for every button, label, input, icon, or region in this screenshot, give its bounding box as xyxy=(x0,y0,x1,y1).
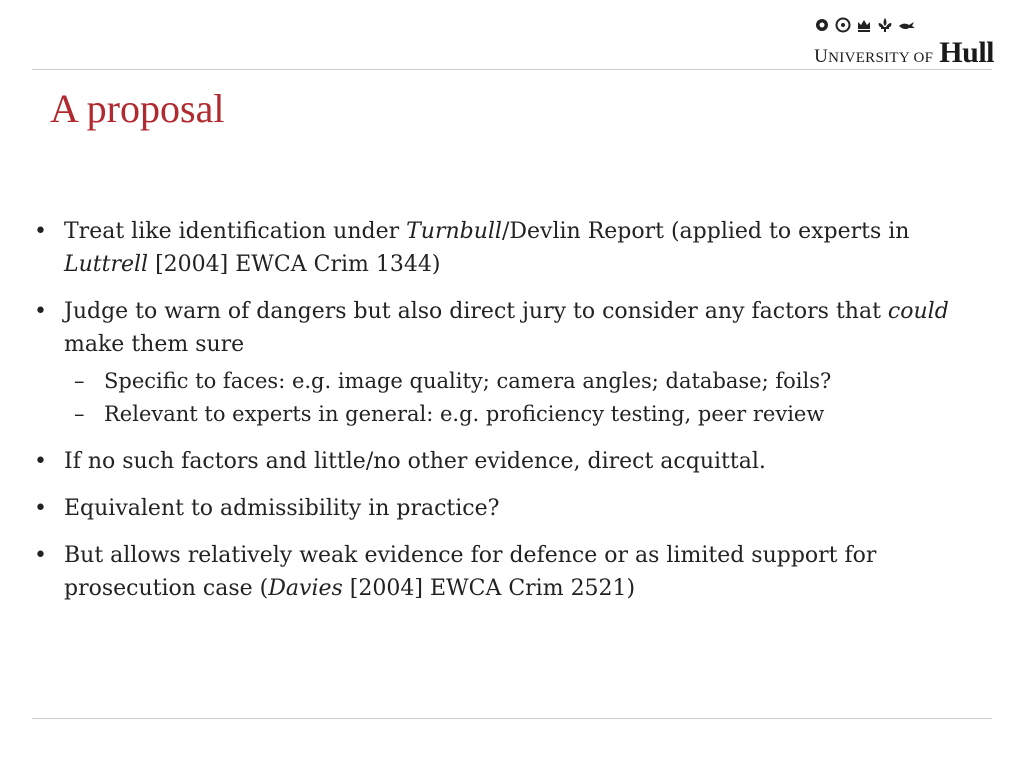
bullet-text: Equivalent to admissibility in practice? xyxy=(64,496,500,521)
bullet-item xyxy=(32,539,992,605)
sub-bullet-list xyxy=(32,365,992,431)
bullet-text: But allows relatively weak evidence for defence or as limited support for prosecution case (Davies [2004] EWCA Crim 2521) xyxy=(64,543,877,601)
bullet-item xyxy=(32,295,992,361)
sub-bullet-item xyxy=(32,365,992,398)
fleur-icon xyxy=(877,17,893,33)
rose-icon xyxy=(814,17,830,33)
crest xyxy=(814,16,916,34)
bullet-marker: • xyxy=(34,299,47,324)
sub-bullet-marker: – xyxy=(74,369,85,393)
bullet-item xyxy=(32,445,992,478)
header-divider xyxy=(32,69,992,70)
bullet-text: Treat like identification under Turnbull/Devlin Report (applied to experts in Luttrell [2004] EWCA Crim 1344) xyxy=(64,219,910,277)
sub-bullet-text: Specific to faces: e.g. image quality; camera angles; database; foils? xyxy=(104,369,832,393)
bullet-marker: • xyxy=(34,219,47,244)
bullet-item xyxy=(32,215,992,281)
crown-icon xyxy=(856,17,872,33)
bullet-text: Judge to warn of dangers but also direct jury to consider any factors that could make them sure xyxy=(64,299,949,357)
bullet-marker: • xyxy=(34,543,47,568)
bird-icon xyxy=(898,17,916,33)
wordmark xyxy=(814,36,994,70)
sub-bullet-item xyxy=(32,398,992,431)
university-logo xyxy=(814,16,994,70)
bullet-list xyxy=(32,215,992,619)
university-label: UNIVERSITY OF xyxy=(814,46,934,67)
sub-bullet-marker: – xyxy=(74,402,85,426)
bullet-marker: • xyxy=(34,449,47,474)
wheel-icon xyxy=(835,17,851,33)
bullet-marker: • xyxy=(34,496,47,521)
bullet-item xyxy=(32,492,992,525)
university-name: Hull xyxy=(939,36,994,69)
slide-title: A proposal xyxy=(50,86,225,131)
footer-divider xyxy=(32,718,992,719)
bullet-text: If no such factors and little/no other evidence, direct acquittal. xyxy=(64,449,766,474)
sub-bullet-text: Relevant to experts in general: e.g. proficiency testing, peer review xyxy=(104,402,825,426)
